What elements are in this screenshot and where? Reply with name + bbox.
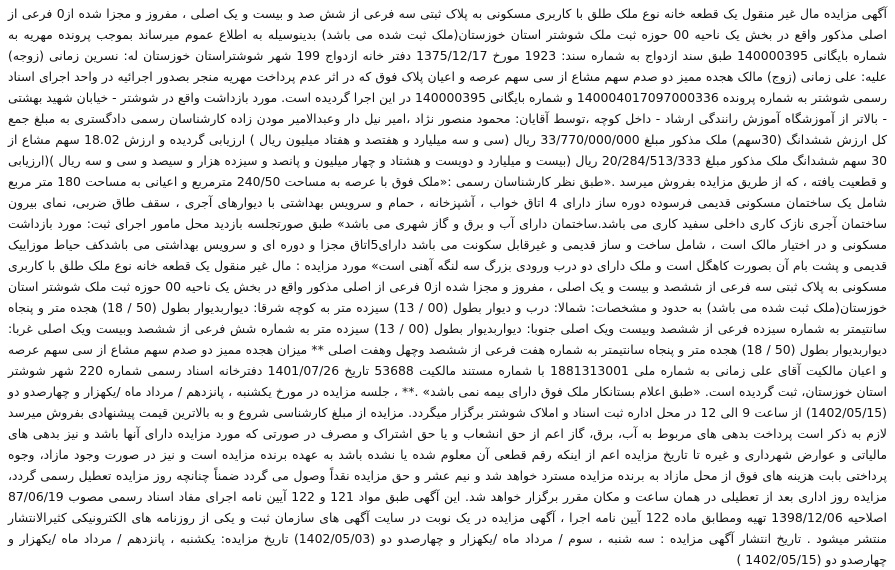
auction-notice-text: آگهی مزایده مال غیر منقول یک قطعه خانه نوع ملک طلق با کاربری مسکونی به پلاک ثبتی سه فرعی از شش صد و بیست و یک اصلی ، مفروز و مجزا شده از0 فرعی از اصلی مذکور واقع در بخش یک ناحیه 00 حوزه ثبت ملک شوشتر استان خوزستان(ملک ثبت شده می باشد) بدینوسیله به اطلاع عموم میرساند بموجب پرونده مهریه به شماره بایگانی 140000395 طبق سند ازدواج به شماره سند: 1923 مورخ 1375/12/17 دفتر خانه ازدواج 199 شهر شوشتراستان خوزستان له: نسرین زمانی (زوجه) علیه: علی زمانی (زوج) مالک هجده ممیز دو صدم سهم مشاع از سی سهم عرصه و اعیان پلاک فوق که در اثر عدم پرداخت مهریه منجر بصدور اجرائیه در واحد اجرای اسناد رسمی شوشتر به شماره پرونده 140004017097000336 و شماره بایگانی 140000395 در این اجرا گردیده است. مورد بازداشت واقع در شوشتر - خیابان شهید بهشتی - بالاتر از آموزشگاه آموزش رانندگی ارشاد - داخل کوچه ،توسط آقایان: محمود منصور نژاد ،امیر نیل دار وعبدالامیر مودن زاده کارشناسان رسمی دادگستری به مبلغ جمع کل ارزش ششدانگ (30سهم) ملک مذکور مبلغ 33/770/000/000 ریال (سی و سه میلیارد و هفتصد و هفتاد میلیون ریال ) ارزیابی گردیده و ارزش 18.02 سهم مشاع از 30 سهم ششدانگ ملک مذکور مبلغ 20/284/513/333 ریال (بیست و میلیارد و دویست و هشتاد و چهار میلیون و پانصد و سیزده هزار و سیصد و سی و سه ریال )(ارزیابی و قطعیت یافته ، که از طریق مزایده بفروش میرسد .«طبق نظر کارشناسان رسمی :«ملک فوق با عرصه به مساحت 240/50 مترمربع و اعیانی به مساحت 180 متر مربع شامل یک ساختمان مسکونی قدیمی فرسوده دوره ساز دارای 4 اتاق خواب ، آشپزخانه ، حمام و سرویس بهداشتی با دیوارهای آجری ، سقف طاق ضربی، نمای بیرون ساختمان آجری نازک کاری داخلی سفید کاری می باشد.ساختمان دارای آب و برق و گاز شهری می باشد» طبق صورتجلسه بازدید محل مامور اجرای ثبت: مورد بازداشت مسکونی و در اختیار مالک است ، شامل ساخت و ساز قدیمی و غیرقابل سکونت می باشد دارای5اتاق مجزا و دوره ای و سرویس بهداشتی می باشدکف حیاط موزاییک قدیمی و پشت بام آن بصورت کاهگل است و ملک دارای دو درب ورودی بزرگ سه لنگه آهنی است» مورد مزایده : مال غیر منقول یک قطعه خانه نوع ملک طلق با کاربری مسکونی به پلاک ثبتی سه فرعی از ششصد و بیست و یک اصلی ، مفروز و مجزا شده از0 فرعی از اصلی مذکور واقع در بخش یک ناحیه 00 حوزه ثبت ملک شوشتر استان خوزستان(ملک ثبت شده می باشد) به حدود و مشخصات: شمالا: درب و دیوار بطول (00 / 13) سیزده متر به کوچه شرقا: دیواربدیوار بطول (50 / 18) هجده متر و پنجاه سانتیمتر به شماره سیزده فرعی از ششصد وبیست ویک اصلی جنوبا: دیواربدیوار بطول (00 / 13) سیزده متر به شماره شش فرعی از ششصد وبیست ویک اصلی غربا: دیواربدیوار بطول (50 / 18) هجده متر و پنجاه سانتیمتر به شماره هفت فرعی از ششصد وچهل وهفت اصلی ** میزان هجده ممیز دو صدم سهم مشاع از سی سهم عرصه و اعیان مالکیت آقای علی زمانی به شماره ملی 1881313001 با شماره مستند مالکیت 53688 تاریخ 1401/07/26 دفترخانه اسناد رسمی شماره 220 شهر شوشتر استان خوزستان، ثبت گردیده است. «طبق اعلام بستانکار ملک فوق دارای بیمه نمی باشد» .** ، جلسه مزایده در مورخ یکشنبه ، پانزدهم / مرداد ماه /یکهزار و چهارصدو دو (1402/05/15) از ساعت 9 الی 12 در محل اداره ثبت اسناد و املاک شوشتر برگزار میگردد. مزایده از مبلغ کارشناسی شروع و به بالاترین قیمت پیشنهادی بفروش میرسد لازم به ذکر است پرداخت بدهی های مربوط به آب، برق، گاز اعم از حق انشعاب و یا حق اشتراک و مصرف در صورتی که مورد مزایده دارای آنها باشد و نیز بدهی های مالیاتی و عوارض شهرداری و غیره تا تاریخ مزایده اعم از اینکه رقم قطعی آن معلوم شده یا نشده باشد به عهده برنده مزایده است و نیز در صورت وجود مازاد، وجوه پرداختی بابت هزینه های فوق از محل مازاد به برنده مزایده مسترد خواهد شد و نیم عشر و حق مزایده نقداً وصول می گردد ضمناً چنانچه روز مزایده تعطیل رسمی گردد، مزایده روز اداری بعد از تعطیلی در همان ساعت و مکان مقرر برگزار خواهد شد. این آگهی طبق مواد 121 و 122 آیین نامه اجرای مفاد اسناد رسمی مصوب 87/06/19 اصلاحیه 1398/12/06 تهیه ومطابق ماده 122 آیین نامه اجرا ، آگهی مزایده در یک نوبت در سایت آگهی های سازمان ثبت و یکی از روزنامه های الکترونیکی کثیرالانتشار منتشر میشود . تاریخ انتشار آگهی مزایده : سه شنبه ، سوم / مرداد ماه /یکهزار و چهارصدو دو (1402/05/03) تاریخ مزایده: یکشنبه ، پانزدهم / مرداد ماه /یکهزار و چهارصدو دو (1402/05/15 ) <box>8 6 888 567</box>
